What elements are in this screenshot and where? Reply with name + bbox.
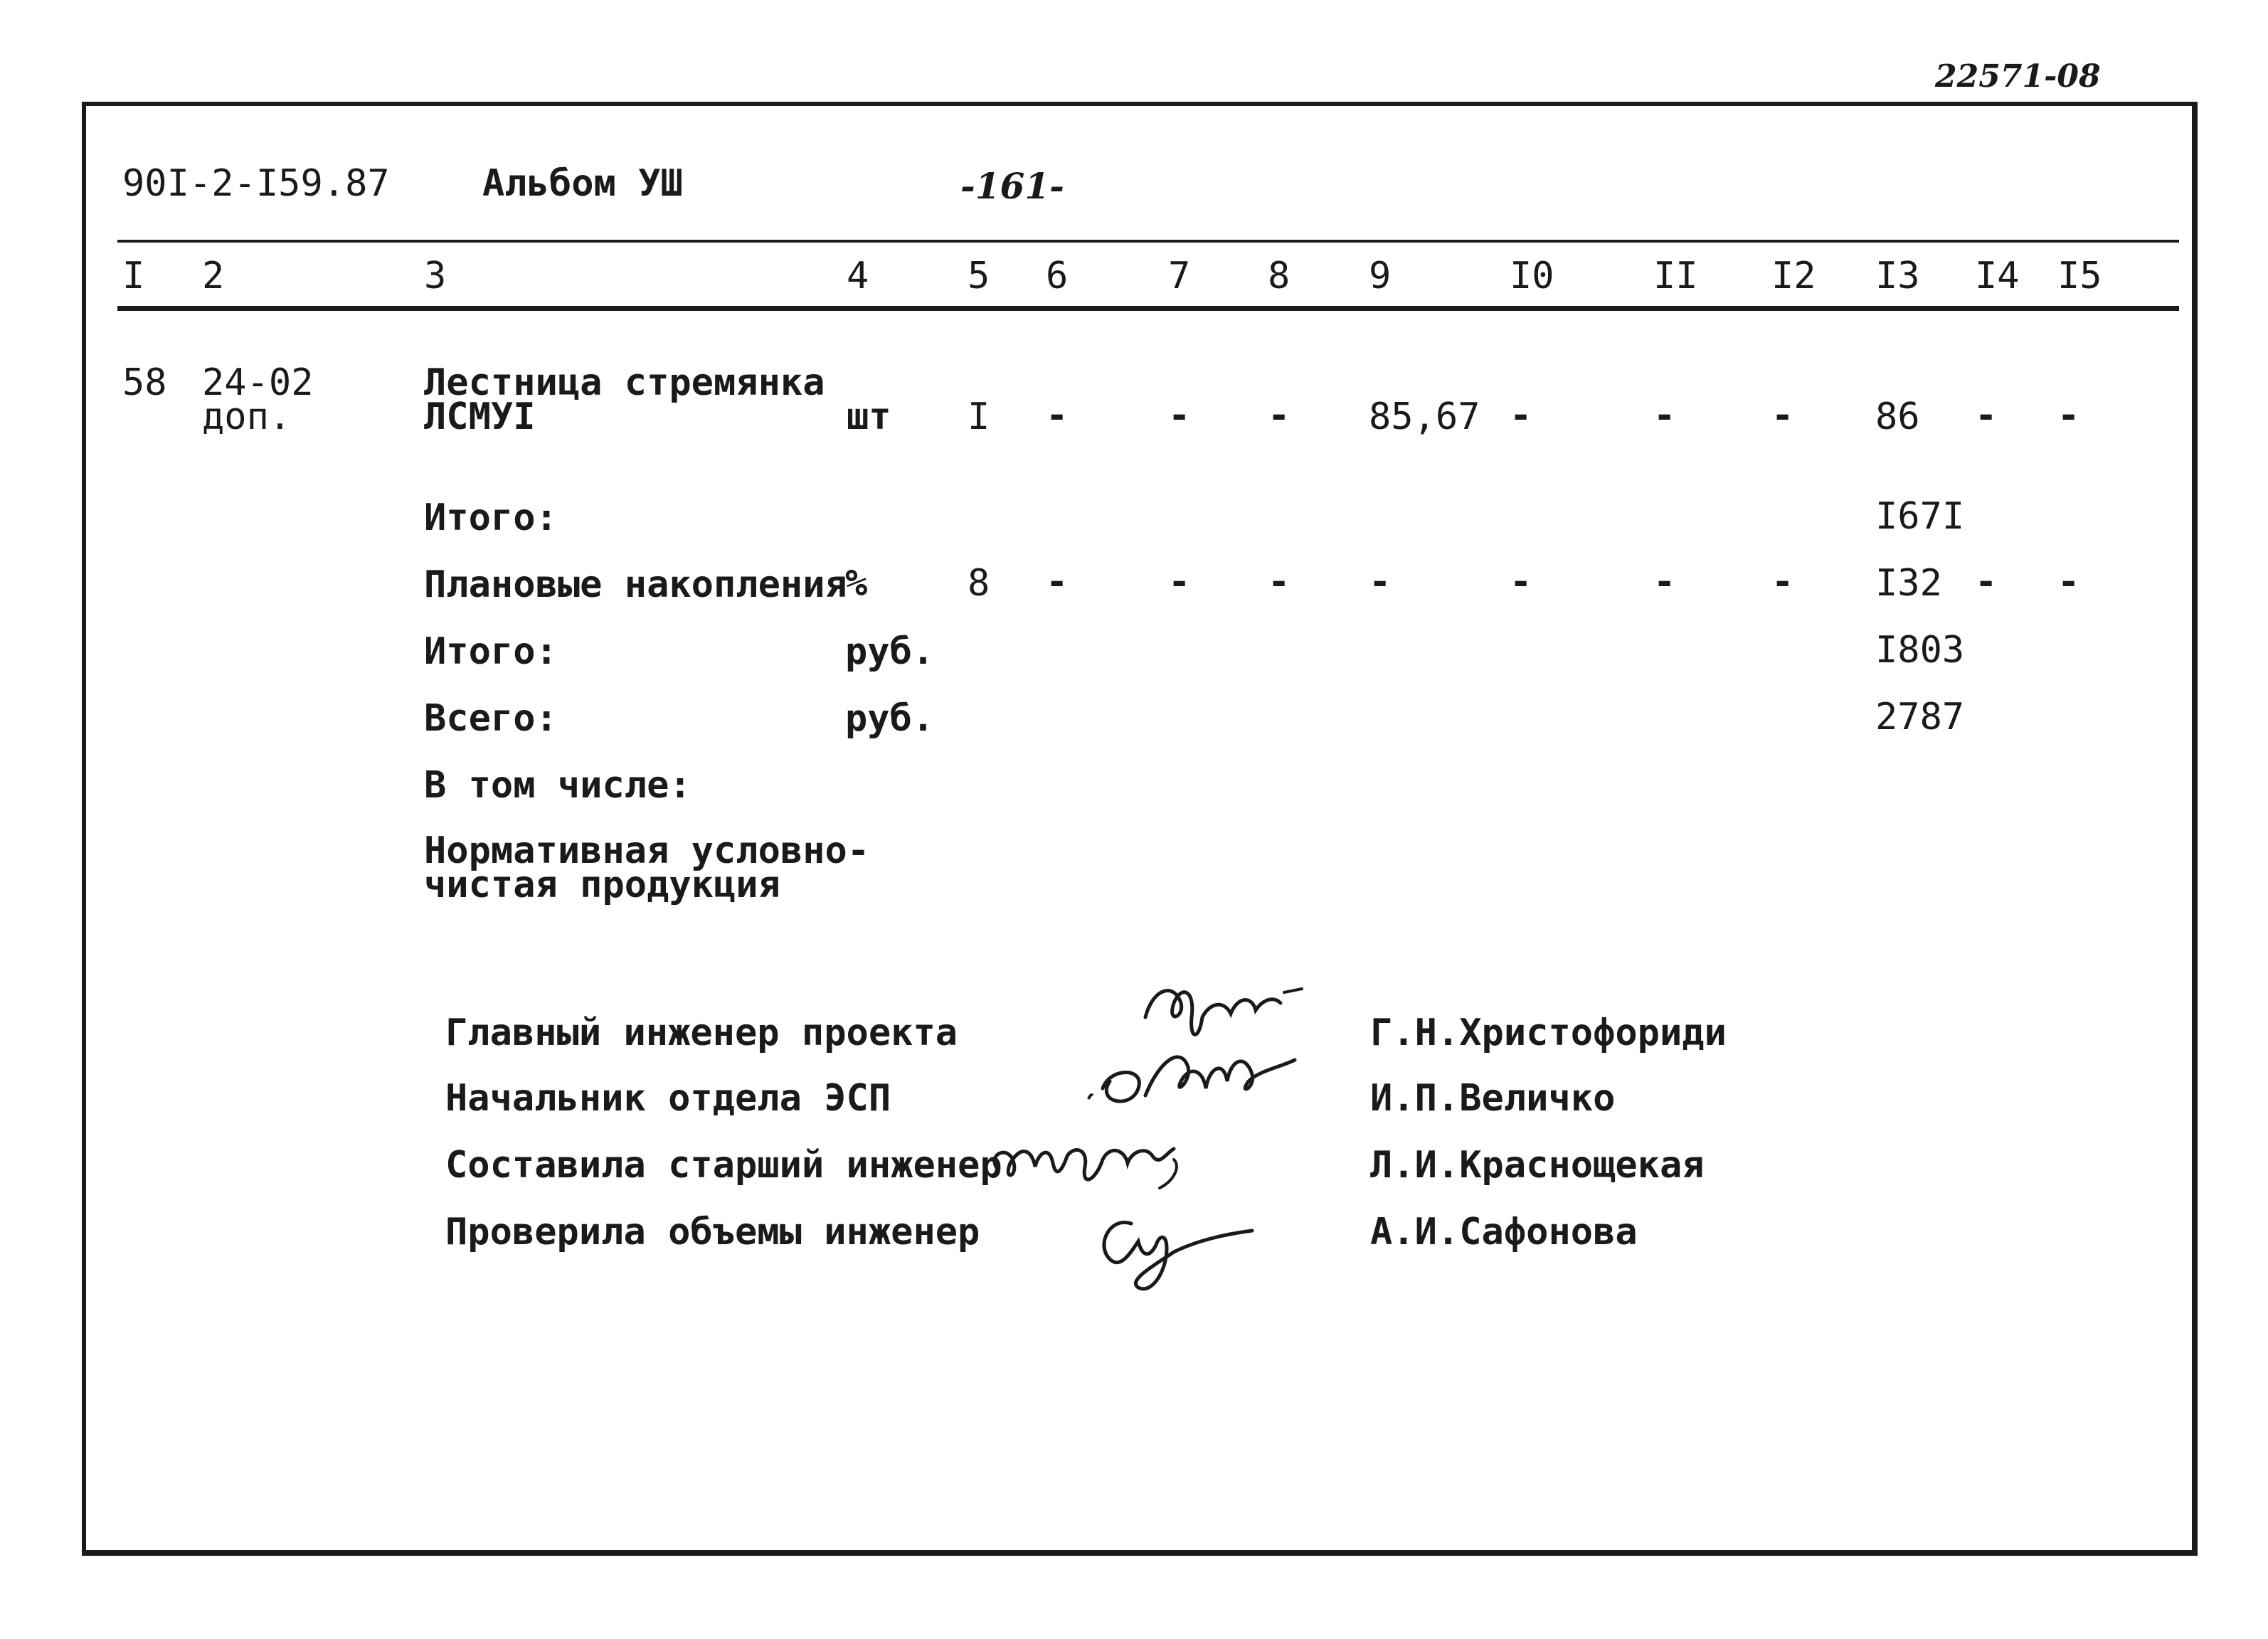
row-code-line1: 24-02 <box>202 361 314 404</box>
column-header-4: 4 <box>847 255 869 297</box>
row-col6: - <box>1046 394 1069 437</box>
including-label: В том числе: <box>424 764 691 807</box>
column-header-3: 3 <box>424 255 447 297</box>
handwritten-signature-2 <box>1081 1039 1309 1124</box>
header-bottom-rule <box>117 306 2179 311</box>
page-frame <box>82 102 2198 1556</box>
plan-col7: - <box>1168 561 1191 603</box>
row-col10: - <box>1510 394 1532 437</box>
row-col14: - <box>1975 394 1998 437</box>
plan-value: I32 <box>1875 562 1942 605</box>
vsego-value: 2787 <box>1875 696 1965 738</box>
vsego-unit: руб. <box>845 697 935 740</box>
row-unit: шт <box>847 396 891 438</box>
itogo-value-1: I67I <box>1875 495 1965 538</box>
column-header-14: I4 <box>1975 255 2020 297</box>
itogo-unit-2: руб. <box>845 630 935 673</box>
vsego-label: Всего: <box>424 697 558 740</box>
header-top-rule <box>117 240 2179 243</box>
handwritten-signature-4 <box>1088 1202 1273 1316</box>
row-name-line1: Лестница стремянка <box>424 361 825 404</box>
album-label: Альбом УШ <box>482 162 683 205</box>
column-header-15: I5 <box>2057 255 2102 297</box>
column-header-5: 5 <box>968 255 990 297</box>
plan-col8: - <box>1268 561 1291 603</box>
signature-name-senior-engineer: Л.И.Краснощекая <box>1370 1144 1705 1187</box>
column-header-9: 9 <box>1369 255 1392 297</box>
column-header-12: I2 <box>1771 255 1816 297</box>
row-name-line2: ЛСМУI <box>424 396 536 438</box>
column-header-13: I3 <box>1875 255 1920 297</box>
normative-line2: чистая продукция <box>424 864 780 906</box>
plan-quantity: 8 <box>968 562 990 605</box>
signature-title-department-head: Начальник отдела ЭСП <box>445 1077 891 1120</box>
row-col13-total: 86 <box>1875 396 1920 438</box>
project-code: 90I-2-I59.87 <box>122 162 390 205</box>
row-code-line2: доп. <box>202 396 292 438</box>
row-quantity: I <box>968 396 990 438</box>
signature-title-checker: Проверила объемы инженер <box>445 1211 980 1253</box>
normative-line1: Нормативная условно- <box>424 829 870 872</box>
row-col15: - <box>2057 394 2080 437</box>
signature-name-checker: А.И.Сафонова <box>1370 1211 1638 1253</box>
page-number: -161- <box>960 165 1064 207</box>
column-header-1: I <box>122 255 145 297</box>
plan-col11: - <box>1653 561 1676 603</box>
document-stamp-number: 22571-08 <box>1935 58 2101 95</box>
plan-col14: - <box>1975 561 1998 603</box>
plan-col9: - <box>1369 561 1392 603</box>
plan-col10: - <box>1510 561 1532 603</box>
plan-col12: - <box>1771 561 1794 603</box>
signature-title-senior-engineer: Составила старший инженер <box>445 1144 1002 1187</box>
itogo-label-2: Итого: <box>424 630 558 673</box>
row-col7: - <box>1168 394 1191 437</box>
plan-col15: - <box>2057 561 2080 603</box>
handwritten-signature-3 <box>982 1124 1209 1209</box>
row-col11: - <box>1653 394 1676 437</box>
signature-name-chief-engineer: Г.Н.Христофориди <box>1370 1012 1727 1054</box>
itogo-value-2: I803 <box>1875 629 1965 672</box>
row-number: 58 <box>122 361 167 404</box>
signature-name-department-head: И.П.Величко <box>1370 1077 1616 1120</box>
plan-accumulation-label: Плановые накопления <box>424 563 847 606</box>
column-header-2: 2 <box>202 255 225 297</box>
itogo-label-1: Итого: <box>424 497 558 539</box>
column-header-8: 8 <box>1268 255 1291 297</box>
plan-col6: - <box>1046 561 1069 603</box>
plan-unit: % <box>845 562 868 605</box>
row-col9-price: 85,67 <box>1369 396 1480 438</box>
row-col12: - <box>1771 394 1794 437</box>
row-col8: - <box>1268 394 1291 437</box>
column-header-11: II <box>1653 255 1698 297</box>
column-header-6: 6 <box>1046 255 1069 297</box>
signature-title-chief-engineer: Главный инженер проекта <box>445 1012 958 1054</box>
column-header-7: 7 <box>1168 255 1191 297</box>
column-header-10: I0 <box>1510 255 1554 297</box>
